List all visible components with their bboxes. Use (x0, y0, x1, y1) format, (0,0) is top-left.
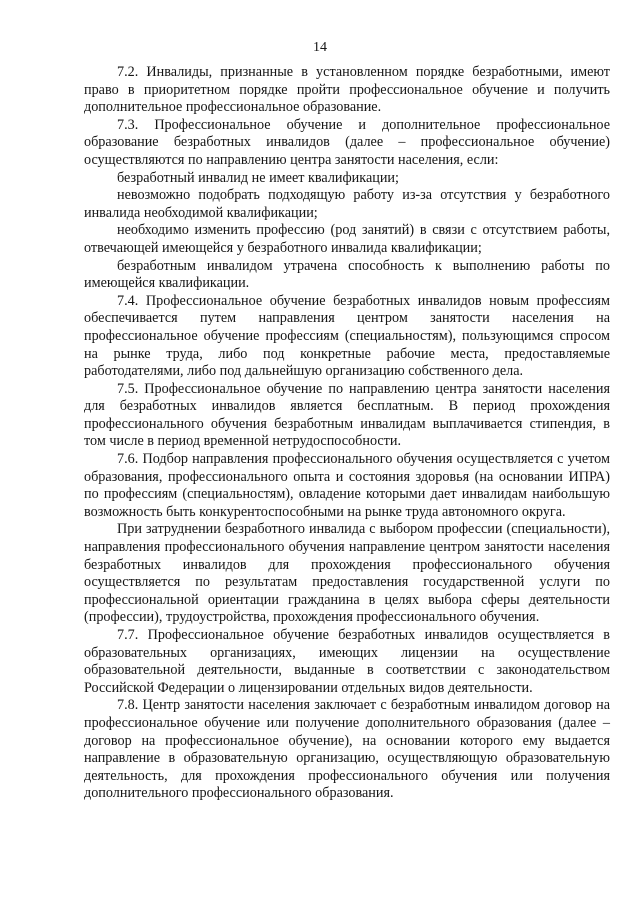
paragraph-7-8: 7.8. Центр занятости населения заключает с безработным инвалидом договор на профессиональное обучение или получение дополнительного образования (далее – договор на профессиональное обучение), на основании которого ему выдается направление в образовательную организацию, осуществляющую образовательную деятельность, для прохождения профессионального обучения или получения дополнительного профессионального образования. (84, 697, 610, 802)
paragraph-7-6: 7.6. Подбор направления профессионального обучения осуществляется с учетом образования, профессионального опыта и состояния здоровья (на основании ИПРА) по профессиям (специальностям), овладение которыми дает инвалидам наибольшую возможность быть конкурентоспособными на рынке труда автономного округа. (84, 451, 610, 520)
paragraph-career-guidance: При затруднении безработного инвалида с выбором профессии (специальности), направления профессионального обучения направление центром занятости населения безработных инвалидов для прохождения профессионального обучения осуществляется по результатам предоставления государственной услуги по профессиональной ориентации гражданина в целях выбора сферы деятельности (профессии), трудоустройства, прохождения профессионального обучения. (84, 521, 610, 626)
condition-no-suitable-work: невозможно подобрать подходящую работу из-за отсутствия у безработного инвалида необходимой квалификации; (84, 187, 610, 221)
condition-change-profession: необходимо изменить профессию (род занятий) в связи с отсутствием работы, отвечающей имеющейся у безработного инвалида квалификации; (84, 222, 610, 256)
condition-no-qualification: безработный инвалид не имеет квалификации; (117, 169, 399, 186)
page-number: 14 (313, 40, 327, 55)
paragraph-7-5: 7.5. Профессиональное обучение по направлению центра занятости населения для безработных инвалидов является бесплатным. В период прохождения профессионального обучения безработным инвалидам выплачивается стипендия, в том числе в период временной нетрудоспособности. (84, 380, 610, 450)
paragraph-7-7: 7.7. Профессиональное обучение безработных инвалидов осуществляется в образовательных организациях, имеющих лицензии на осуществление образовательной деятельности, выданные в соответствии с законодательством Российской Федерации о лицензировании отдельных видов деятельности. (84, 627, 610, 696)
paragraph-7-2: 7.2. Инвалиды, признанные в установленном порядке безработными, имеют право в приоритетном порядке пройти профессиональное обучение и получить дополнительное профессиональное образование. (84, 64, 610, 116)
condition-lost-ability: безработным инвалидом утрачена способность к выполнению работы по имеющейся квалификации. (84, 257, 610, 292)
paragraph-7-4: 7.4. Профессиональное обучение безработных инвалидов новым профессиям обеспечивается путем направления центром занятости населения на профессиональное обучение профессиям (специальностям), пользующимся спросом на рынке труда, либо под конкретные рабочие места, предоставляемые работодателями, либо под дальнейшую организацию собственного дела. (84, 292, 610, 380)
paragraph-7-3: 7.3. Профессиональное обучение и дополнительное профессиональное образование безработных инвалидов (далее – профессиональное обучение) осуществляются по направлению центра занятости населения, если: (84, 116, 610, 168)
document-body (84, 64, 610, 803)
